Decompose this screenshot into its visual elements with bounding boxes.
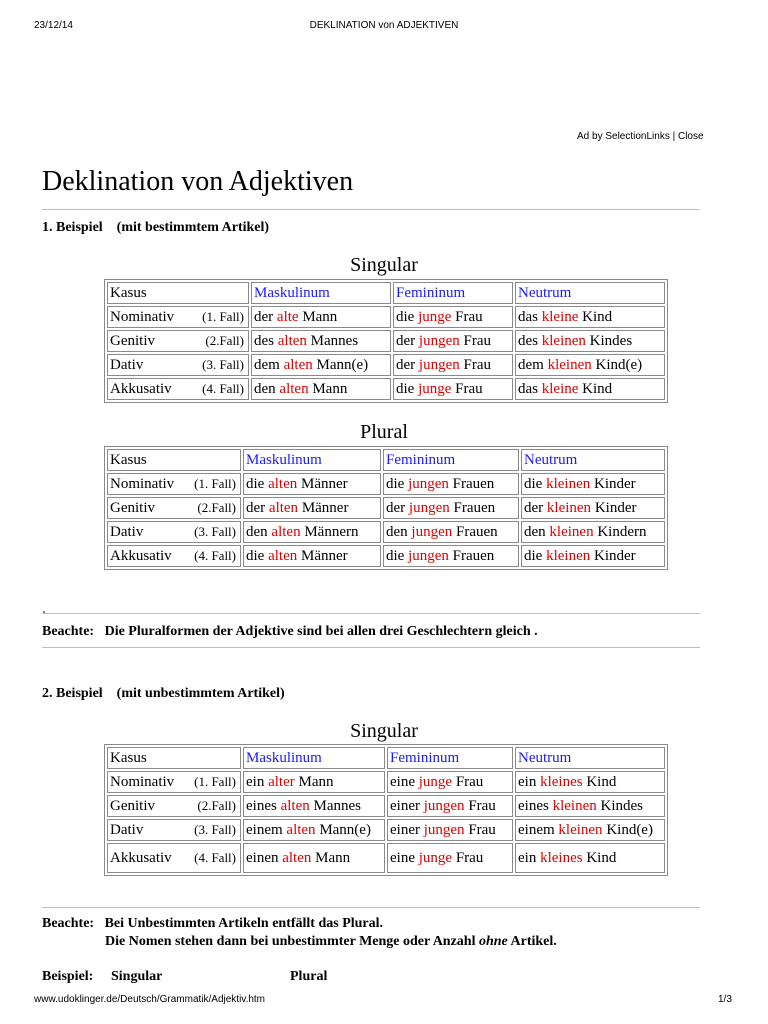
noun: Kinder xyxy=(590,476,636,492)
adjective: junge xyxy=(418,850,453,866)
example1-heading: 1. Beispiel (mit bestimmtem Artikel) xyxy=(42,220,270,235)
noun: Männer xyxy=(298,500,349,516)
case-name: Nominativ xyxy=(110,774,175,790)
noun: Kindes xyxy=(585,333,633,349)
adjective: kleinen xyxy=(541,333,586,349)
article: des xyxy=(254,333,278,349)
case-cell xyxy=(107,771,241,793)
case-name: Genitiv xyxy=(110,798,155,814)
declension-cell xyxy=(251,354,391,376)
table-row xyxy=(107,378,665,400)
declension-cell xyxy=(515,771,665,793)
declension-cell xyxy=(393,330,513,352)
adjective: kleinen xyxy=(546,500,592,516)
article: ein xyxy=(518,850,541,866)
header-kasus: Kasus xyxy=(107,747,241,769)
declension-cell xyxy=(387,795,513,817)
article: des xyxy=(518,333,542,349)
noun: Mann(e) xyxy=(312,357,369,373)
declension-cell xyxy=(393,354,513,376)
case-number: (1. Fall) xyxy=(194,774,236,789)
example2-heading: 2. Beispiel (mit unbestimmtem Artikel) xyxy=(42,686,285,701)
article: einer xyxy=(390,822,424,838)
header-gender: Neutrum xyxy=(515,747,665,769)
adjective: jungen xyxy=(408,500,450,516)
example2-note-line2: Die Nomen stehen dann bei unbestimmter Menge oder Anzahl ohne Artikel. xyxy=(105,934,557,949)
case-name: Akkusativ xyxy=(110,850,172,866)
example2-note-line1: Beachte: Bei Unbestimmten Artikeln entfällt das Plural. xyxy=(42,916,384,931)
article: eines xyxy=(246,798,281,814)
article: dem xyxy=(518,357,548,373)
table-row xyxy=(107,771,665,793)
noun: Kinder xyxy=(590,548,636,564)
adjective: alten xyxy=(268,476,298,492)
adjective: alten xyxy=(283,357,313,373)
table-row xyxy=(107,497,665,519)
case-number: (3. Fall) xyxy=(194,524,236,539)
noun: Männer xyxy=(297,476,348,492)
case-number: (2.Fall) xyxy=(205,333,244,348)
table-header-row xyxy=(107,449,665,471)
noun: Frau xyxy=(452,850,484,866)
adjective: junge xyxy=(418,774,453,790)
declension-cell xyxy=(383,473,519,495)
declension-cell xyxy=(383,497,519,519)
case-number: (2.Fall) xyxy=(197,500,236,515)
header-gender: Femininum xyxy=(393,282,513,304)
noun: Mannes xyxy=(306,333,359,349)
declension-cell xyxy=(515,843,665,873)
declension-cell xyxy=(383,521,519,543)
print-title: DEKLINATION von ADJEKTIVEN xyxy=(309,20,459,31)
article: dem xyxy=(254,357,284,373)
header-gender: Neutrum xyxy=(515,282,665,304)
adjective: alten xyxy=(282,850,312,866)
article: den xyxy=(254,381,280,397)
adjective: kleines xyxy=(540,774,583,790)
declension-cell xyxy=(393,378,513,400)
case-cell xyxy=(107,843,241,873)
table-row xyxy=(107,473,665,495)
noun: Männer xyxy=(297,548,348,564)
article: die xyxy=(396,381,419,397)
article: einem xyxy=(518,822,559,838)
noun: Mann xyxy=(308,381,348,397)
table-row xyxy=(107,306,665,328)
adjective: jungen xyxy=(418,333,460,349)
article: der xyxy=(254,309,277,325)
noun: Frau xyxy=(451,381,483,397)
noun: Mann xyxy=(298,309,338,325)
declension-cell xyxy=(243,521,381,543)
declension-cell xyxy=(515,795,665,817)
case-cell xyxy=(107,819,241,841)
article: eines xyxy=(518,798,553,814)
declension-cell xyxy=(387,771,513,793)
table-row xyxy=(107,330,665,352)
article: der xyxy=(396,333,419,349)
case-name: Genitiv xyxy=(110,333,155,349)
declension-cell xyxy=(251,306,391,328)
case-number: (3. Fall) xyxy=(194,822,236,837)
case-cell xyxy=(107,795,241,817)
ad-link[interactable]: Ad by SelectionLinks | Close xyxy=(577,131,704,142)
footer-page-number: 1/3 xyxy=(718,994,732,1005)
noun: Frauen xyxy=(448,548,495,564)
article: die xyxy=(524,476,547,492)
page-title: Deklination von Adjektiven xyxy=(42,166,354,197)
noun: Frauen xyxy=(452,524,498,540)
declension-cell xyxy=(393,306,513,328)
article: einer xyxy=(390,798,424,814)
noun: Frau xyxy=(464,822,496,838)
article: eine xyxy=(390,774,419,790)
noun: Frauen xyxy=(449,500,496,516)
adjective: alten xyxy=(268,548,298,564)
noun: Kindes xyxy=(596,798,643,814)
case-cell xyxy=(107,521,241,543)
divider xyxy=(42,613,700,614)
article: die xyxy=(246,548,269,564)
declension-cell xyxy=(243,795,385,817)
declension-cell xyxy=(515,330,665,352)
declension-cell xyxy=(387,819,513,841)
case-number: (3. Fall) xyxy=(202,357,244,372)
header-kasus: Kasus xyxy=(107,449,241,471)
case-number: (4. Fall) xyxy=(194,548,236,563)
table-header-row xyxy=(107,747,665,769)
example3-singular-label: Singular xyxy=(111,969,163,984)
case-cell xyxy=(107,330,249,352)
noun: Männern xyxy=(300,524,359,540)
example1-singular-table xyxy=(104,279,668,403)
table-row xyxy=(107,521,665,543)
adjective: jungen xyxy=(411,524,453,540)
case-number: (1. Fall) xyxy=(202,309,244,324)
table-row xyxy=(107,545,665,567)
declension-cell xyxy=(243,843,385,873)
noun: Frau xyxy=(452,774,484,790)
adjective: alte xyxy=(276,309,299,325)
declension-cell xyxy=(515,378,665,400)
article: einem xyxy=(246,822,287,838)
case-cell xyxy=(107,306,249,328)
article: den xyxy=(246,524,272,540)
adjective: junge xyxy=(418,381,452,397)
adjective: alten xyxy=(279,381,309,397)
noun: Kinder xyxy=(591,500,637,516)
declension-cell xyxy=(243,545,381,567)
divider xyxy=(42,647,700,648)
adjective: jungen xyxy=(418,357,460,373)
noun: Mann xyxy=(311,850,351,866)
adjective: alten xyxy=(286,822,316,838)
noun: Frau xyxy=(451,309,483,325)
adjective: jungen xyxy=(408,548,449,564)
noun: Kind(e) xyxy=(602,822,653,838)
article: den xyxy=(524,524,550,540)
adjective: alten xyxy=(268,500,299,516)
adjective: kleines xyxy=(540,850,583,866)
adjective: jungen xyxy=(408,476,449,492)
adjective: kleinen xyxy=(552,798,597,814)
adjective: jungen xyxy=(423,822,465,838)
table-header-row xyxy=(107,282,665,304)
article: der xyxy=(396,357,419,373)
header-gender: Femininum xyxy=(383,449,519,471)
noun: Kind xyxy=(582,850,617,866)
declension-cell xyxy=(243,473,381,495)
adjective: kleinen xyxy=(549,524,594,540)
case-name: Akkusativ xyxy=(110,381,172,397)
adjective: alten xyxy=(277,333,307,349)
case-cell xyxy=(107,354,249,376)
article: der xyxy=(386,500,409,516)
article: die xyxy=(524,548,547,564)
noun: Kind xyxy=(582,774,617,790)
example3-plural-label: Plural xyxy=(290,969,328,984)
declension-cell xyxy=(515,819,665,841)
article: der xyxy=(246,500,269,516)
declension-cell xyxy=(521,521,665,543)
header-gender: Neutrum xyxy=(521,449,665,471)
case-cell xyxy=(107,497,241,519)
case-cell xyxy=(107,378,249,400)
declension-cell xyxy=(387,843,513,873)
article: das xyxy=(518,309,542,325)
article: den xyxy=(386,524,412,540)
case-name: Nominativ xyxy=(110,476,175,492)
noun: Frauen xyxy=(448,476,495,492)
declension-cell xyxy=(251,330,391,352)
case-cell xyxy=(107,473,241,495)
declension-cell xyxy=(383,545,519,567)
divider xyxy=(42,907,700,908)
article: ein xyxy=(246,774,269,790)
case-name: Dativ xyxy=(110,524,144,540)
adjective: kleinen xyxy=(558,822,603,838)
declension-cell xyxy=(515,306,665,328)
footer-url[interactable]: www.udoklinger.de/Deutsch/Grammatik/Adjektiv.htm xyxy=(34,994,266,1005)
print-date: 23/12/14 xyxy=(34,20,73,31)
declension-cell xyxy=(243,819,385,841)
article: der xyxy=(524,500,547,516)
case-name: Akkusativ xyxy=(110,548,172,564)
article: die xyxy=(386,548,409,564)
example1-note: Beachte: Die Pluralformen der Adjektive sind bei allen drei Geschlechtern gleich . xyxy=(42,624,538,639)
noun: Frau xyxy=(459,333,491,349)
example1-plural-table xyxy=(104,446,668,570)
header-gender: Maskulinum xyxy=(251,282,391,304)
table-row xyxy=(107,843,665,873)
example1-singular-caption: Singular xyxy=(350,254,418,276)
noun: Mann xyxy=(294,774,334,790)
example1-plural-caption: Plural xyxy=(360,421,408,443)
case-name: Nominativ xyxy=(110,309,175,325)
example2-singular-table xyxy=(104,744,668,876)
declension-cell xyxy=(251,378,391,400)
adjective: jungen xyxy=(423,798,465,814)
noun: Kind xyxy=(578,381,613,397)
header-gender: Femininum xyxy=(387,747,513,769)
declension-cell xyxy=(521,497,665,519)
article: eine xyxy=(390,850,419,866)
adjective: kleine xyxy=(541,381,579,397)
noun: Mann(e) xyxy=(315,822,371,838)
adjective: alter xyxy=(268,774,295,790)
case-name: Dativ xyxy=(110,357,144,373)
adjective: kleinen xyxy=(547,357,592,373)
declension-cell xyxy=(521,473,665,495)
divider xyxy=(42,209,700,210)
header-kasus: Kasus xyxy=(107,282,249,304)
article: die xyxy=(246,476,269,492)
noun: Frau xyxy=(464,798,496,814)
case-number: (2.Fall) xyxy=(197,798,236,813)
adjective: kleinen xyxy=(546,548,591,564)
example2-singular-caption: Singular xyxy=(350,720,418,742)
header-gender: Maskulinum xyxy=(243,449,381,471)
adjective: kleine xyxy=(541,309,579,325)
table-row xyxy=(107,795,665,817)
declension-cell xyxy=(243,771,385,793)
case-name: Dativ xyxy=(110,822,144,838)
case-number: (4. Fall) xyxy=(202,381,244,396)
article: einen xyxy=(246,850,283,866)
article: das xyxy=(518,381,542,397)
adjective: junge xyxy=(418,309,452,325)
case-number: (1. Fall) xyxy=(194,476,236,491)
header-gender: Maskulinum xyxy=(243,747,385,769)
adjective: kleinen xyxy=(546,476,591,492)
case-cell xyxy=(107,545,241,567)
noun: Mannes xyxy=(309,798,361,814)
noun: Frau xyxy=(459,357,491,373)
case-number: (4. Fall) xyxy=(194,850,236,865)
noun: Kind(e) xyxy=(591,357,643,373)
table-row xyxy=(107,354,665,376)
noun: Kindern xyxy=(593,524,647,540)
adjective: alten xyxy=(280,798,310,814)
case-name: Genitiv xyxy=(110,500,155,516)
example3-label: Beispiel: xyxy=(42,969,94,984)
article: die xyxy=(396,309,419,325)
article: die xyxy=(386,476,409,492)
table-row xyxy=(107,819,665,841)
declension-cell xyxy=(243,497,381,519)
adjective: alten xyxy=(271,524,301,540)
article: ein xyxy=(518,774,541,790)
noun: Kind xyxy=(578,309,613,325)
declension-cell xyxy=(521,545,665,567)
declension-cell xyxy=(515,354,665,376)
